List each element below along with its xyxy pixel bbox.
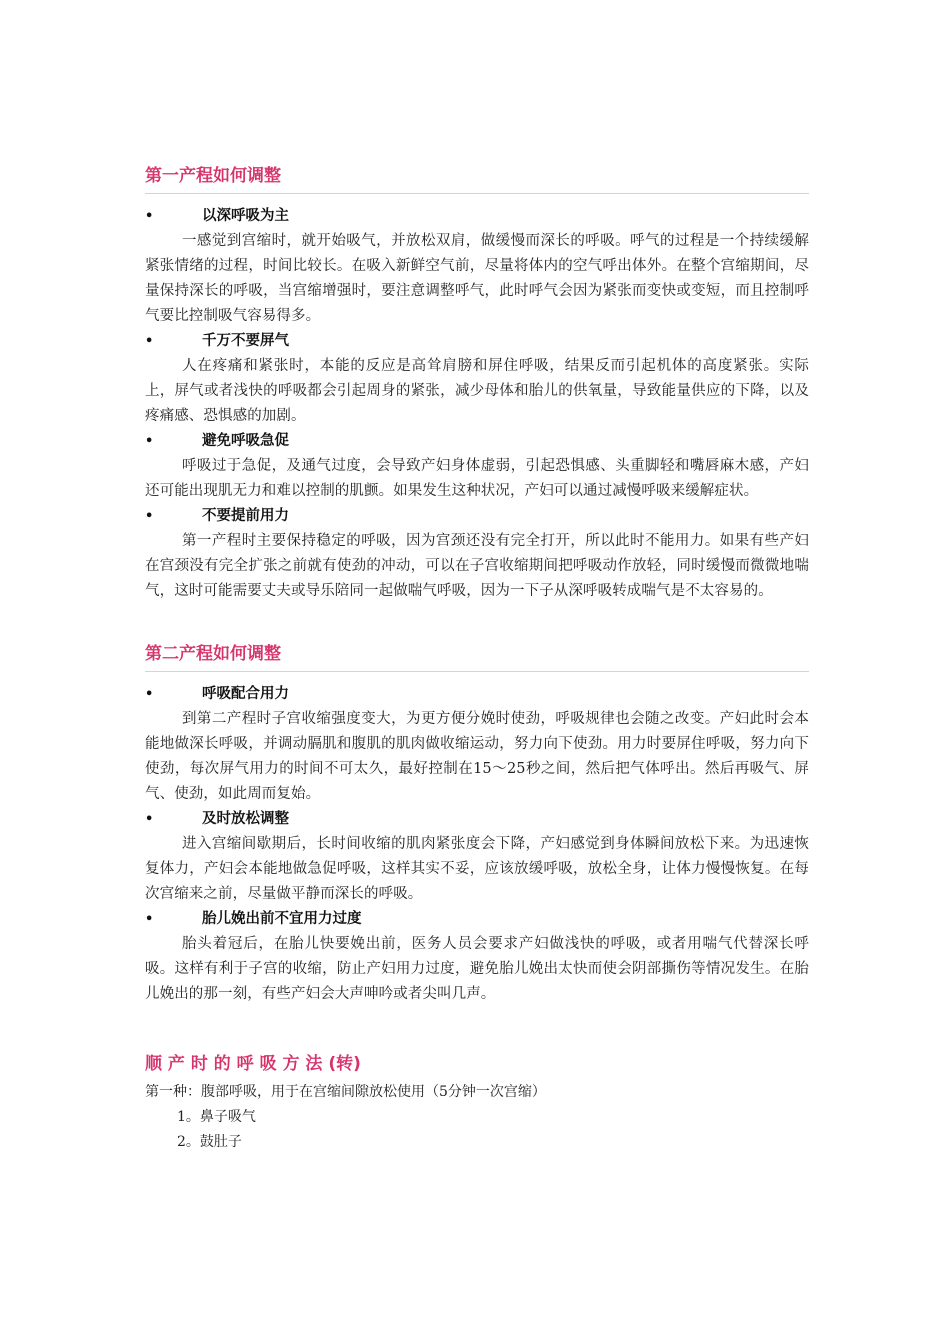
bullet-heading xyxy=(145,204,809,229)
method-intro: 第一种：腹部呼吸，用于在宫缩间隙放松使用（5分钟一次宫缩） xyxy=(145,1084,546,1100)
bullet-icon: • xyxy=(145,912,154,927)
bullet-heading xyxy=(145,907,809,932)
section-title: 第一产程如何调整 xyxy=(145,166,281,186)
bullet-icon: • xyxy=(145,509,154,524)
bullet-icon: • xyxy=(145,687,154,702)
paragraph: 到第二产程时子宫收缩强度变大，为更方便分娩时使劲，呼吸规律也会随之改变。产妇此时会本能地做深长呼吸，并调动膈肌和腹肌的肌肉做收缩运动，努力向下使劲。用力时要屏住呼吸，努力向下使劲，每次屏气用力的时间不可太久，最好控制在15～25秒之间，然后把气体呼出。然后再吸气、屏气、使劲，如此周而复始。 xyxy=(145,711,809,802)
bullet-heading xyxy=(145,504,809,529)
bullet-heading xyxy=(145,807,809,832)
paragraph: 一感觉到宫缩时，就开始吸气，并放松双肩，做缓慢而深长的呼吸。呼气的过程是一个持续缓解紧张情绪的过程，时间比较长。在吸入新鲜空气前，尽量将体内的空气呼出体外。在整个宫缩期间，尽量保持深长的呼吸，当宫缩增强时，要注意调整呼气，此时呼气会因为紧张而变快或变短，而且控制呼气要比控制吸气容易得多。 xyxy=(145,233,809,324)
bullet-icon: • xyxy=(145,812,154,827)
bullet-heading xyxy=(145,329,809,354)
paragraph: 呼吸过于急促，及通气过度，会导致产妇身体虚弱，引起恐惧感、头重脚轻和嘴唇麻木感，产妇还可能出现肌无力和难以控制的肌颤。如果发生这种状况，产妇可以通过减慢呼吸来缓解症状。 xyxy=(145,458,809,499)
bullet-icon: • xyxy=(145,434,154,449)
section-breathing-methods xyxy=(145,1052,809,1155)
bullet-icon: • xyxy=(145,334,154,349)
bullet-heading xyxy=(145,682,809,707)
bullet-heading-text: 不要提前用力 xyxy=(202,508,289,524)
section-title: 第二产程如何调整 xyxy=(145,644,281,664)
list-item: 1。鼻子吸气 xyxy=(177,1109,256,1125)
paragraph: 胎头着冠后，在胎儿快要娩出前，医务人员会要求产妇做浅快的呼吸，或者用喘气代替深长呼吸。这样有利于子宫的收缩，防止产妇用力过度，避免胎儿娩出太快而使会阴部撕伤等情况发生。在胎儿娩出的那一刻，有些产妇会大声呻吟或者尖叫几声。 xyxy=(145,936,809,1002)
bullet-heading-text: 胎儿娩出前不宜用力过度 xyxy=(202,911,362,927)
paragraph: 人在疼痛和紧张时，本能的反应是高耸肩膀和屏住呼吸，结果反而引起机体的高度紧张。实际上，屏气或者浅快的呼吸都会引起周身的紧张，减少母体和胎儿的供氧量，导致能量供应的下降，以及疼痛感、恐惧感的加剧。 xyxy=(145,358,809,424)
paragraph: 进入宫缩间歇期后，长时间收缩的肌肉紧张度会下降，产妇感觉到身体瞬间放松下来。为迅速恢复体力，产妇会本能地做急促呼吸，这样其实不妥，应该放缓呼吸，放松全身，让体力慢慢恢复。在每次宫缩来之前，尽量做平静而深长的呼吸。 xyxy=(145,836,809,902)
list-item: 2。鼓肚子 xyxy=(177,1134,242,1150)
paragraph: 第一产程时主要保持稳定的呼吸，因为宫颈还没有完全打开，所以此时不能用力。如果有些产妇在宫颈没有完全扩张之前就有使劲的冲动，可以在子宫收缩期间把呼吸动作放轻，同时缓慢而微微地喘气，这时可能需要丈夫或导乐陪同一起做喘气呼吸，因为一下子从深呼吸转成喘气是不太容易的。 xyxy=(145,533,809,599)
bullet-heading xyxy=(145,429,809,454)
section-title: 顺 产 时 的 呼 吸 方 法 (转) xyxy=(145,1054,361,1074)
bullet-heading-text: 以深呼吸为主 xyxy=(202,208,289,224)
section-first-stage xyxy=(145,164,809,604)
section-second-stage xyxy=(145,642,809,1007)
bullet-heading-text: 避免呼吸急促 xyxy=(202,433,289,449)
bullet-heading-text: 呼吸配合用力 xyxy=(202,686,289,702)
document-content xyxy=(145,164,809,1155)
bullet-icon: • xyxy=(145,209,154,224)
bullet-heading-text: 及时放松调整 xyxy=(202,811,289,827)
bullet-heading-text: 千万不要屏气 xyxy=(202,333,289,349)
